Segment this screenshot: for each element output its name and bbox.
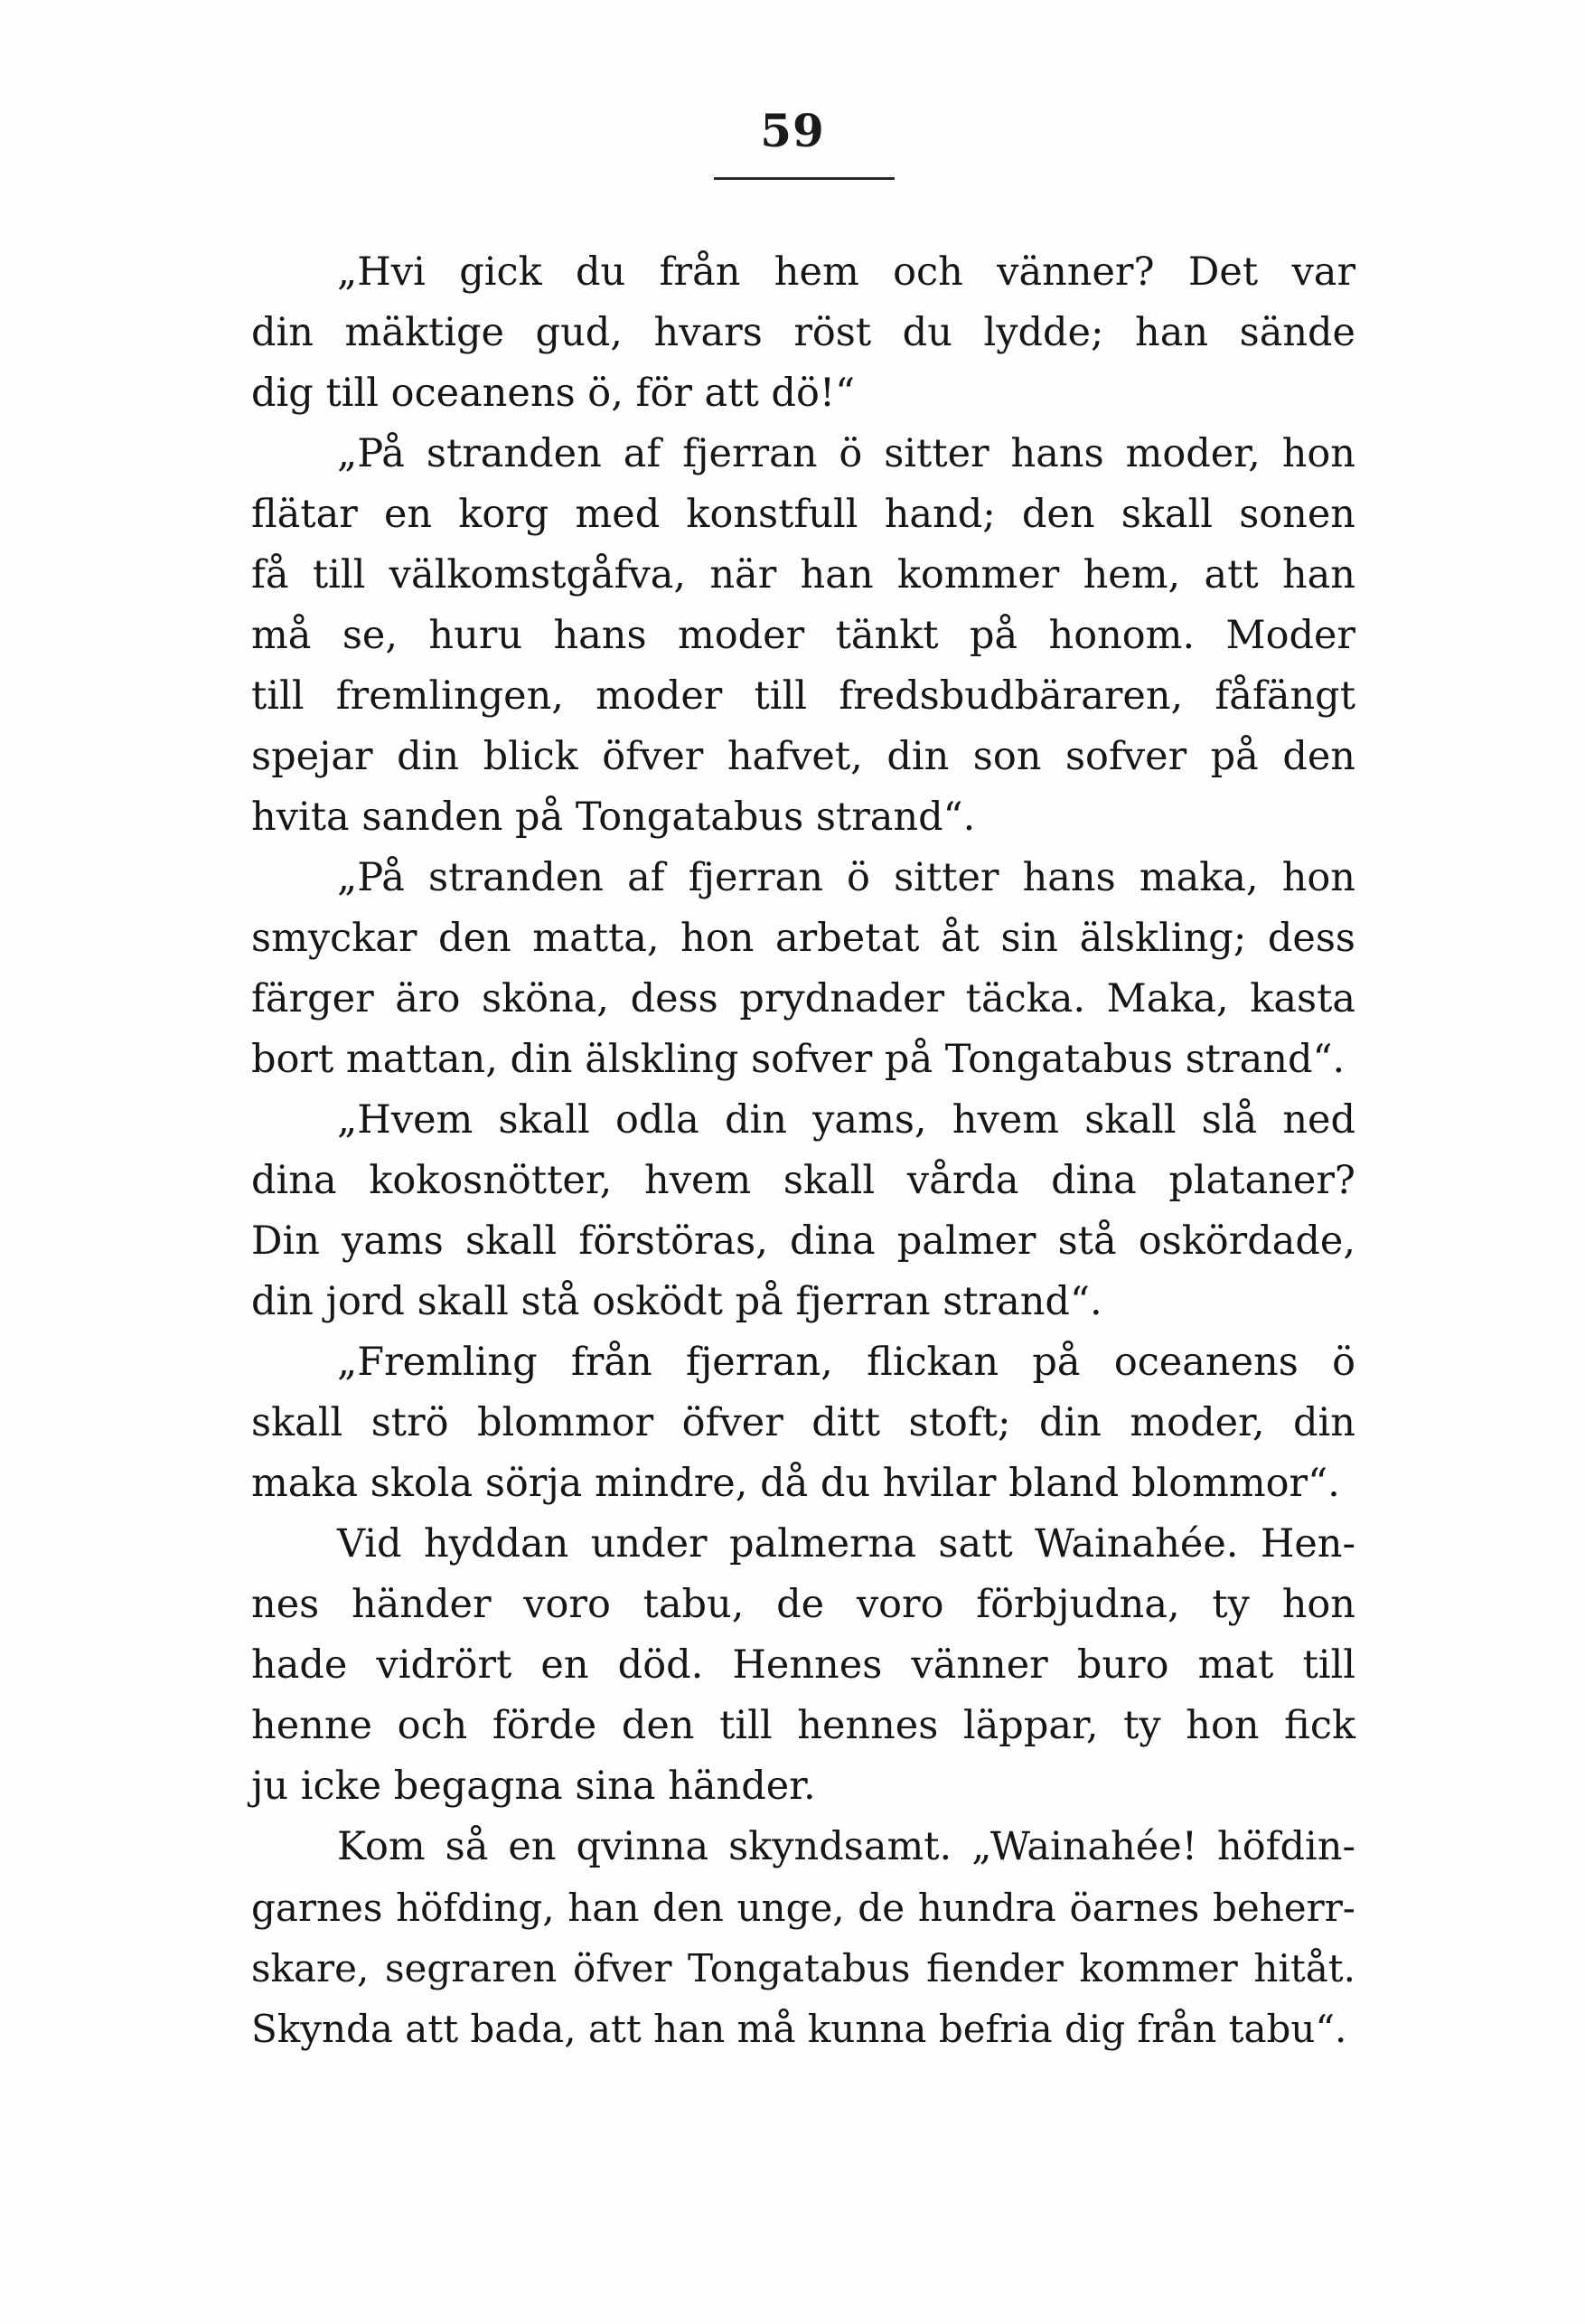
text-line: till fremlingen, moder till fredsbudbäraren, fåfängt bbox=[251, 673, 1355, 719]
text-line: dina kokosnötter, hvem skall vårda dina plataner? bbox=[251, 1158, 1355, 1203]
text-line: din mäktige gud, hvars röst du lydde; han sände bbox=[251, 310, 1355, 355]
text-line: skare, segraren öfver Tongatabus fiender kommer hitåt. bbox=[251, 1946, 1355, 1990]
text-line: hade vidrört en död. Hennes vänner buro mat till bbox=[251, 1642, 1355, 1688]
text-line: garnes höfding, han den unge, de hundra öarnes beherr- bbox=[251, 1886, 1355, 1930]
text-line: „På stranden af fjerran ö sitter hans maka, hon bbox=[337, 855, 1355, 900]
text-line: din jord skall stå osködt på fjerran strand“. bbox=[251, 1279, 1102, 1324]
text-line: spejar din blick öfver hafvet, din son sofver på den bbox=[251, 734, 1355, 779]
header-rule bbox=[714, 177, 895, 180]
text-line: Kom så en qvinna skyndsamt. „Wainahée! höfdin- bbox=[337, 1824, 1355, 1869]
text-line: dig till oceanens ö, för att dö!“ bbox=[251, 371, 856, 416]
text-line: maka skola sörja mindre, då du hvilar bland blommor“. bbox=[251, 1461, 1340, 1506]
text-line: „På stranden af fjerran ö sitter hans moder, hon bbox=[337, 431, 1355, 476]
text-line: „Hvem skall odla din yams, hvem skall slå ned bbox=[337, 1097, 1355, 1143]
text-line: smyckar den matta, hon arbetat åt sin älskling; dess bbox=[251, 916, 1355, 961]
page-number: 59 bbox=[760, 104, 825, 157]
text-line: Din yams skall förstöras, dina palmer stå oskördade, bbox=[251, 1218, 1355, 1264]
text-line: skall strö blommor öfver ditt stoft; din moder, din bbox=[251, 1400, 1355, 1445]
text-line: „Hvi gick du från hem och vänner? Det var bbox=[337, 249, 1355, 295]
text-line: Skynda att bada, att han må kunna befria dig från tabu“. bbox=[251, 2007, 1347, 2051]
text-line: „Fremling från fjerran, flickan på oceanens ö bbox=[337, 1340, 1355, 1385]
text-line: ju icke begagna sina händer. bbox=[251, 1764, 816, 1809]
text-line: flätar en korg med konstfull hand; den skall sonen bbox=[251, 492, 1355, 537]
text-line: må se, huru hans moder tänkt på honom. Moder bbox=[251, 613, 1355, 658]
text-line: nes händer voro tabu, de voro förbjudna, ty hon bbox=[251, 1582, 1355, 1627]
text-line: henne och förde den till hennes läppar, ty hon fick bbox=[251, 1703, 1355, 1748]
text-line: bort mattan, din älskling sofver på Tongatabus strand“. bbox=[251, 1037, 1346, 1082]
text-line: färger äro sköna, dess prydnader täcka. Maka, kasta bbox=[251, 976, 1355, 1021]
body-text bbox=[251, 242, 1355, 2059]
text-line: få till välkomstgåfva, när han kommer hem, att han bbox=[251, 552, 1355, 597]
text-line: hvita sanden på Tongatabus strand“. bbox=[251, 795, 976, 840]
text-line: Vid hyddan under palmerna satt Wainahée. Hen- bbox=[337, 1521, 1355, 1567]
